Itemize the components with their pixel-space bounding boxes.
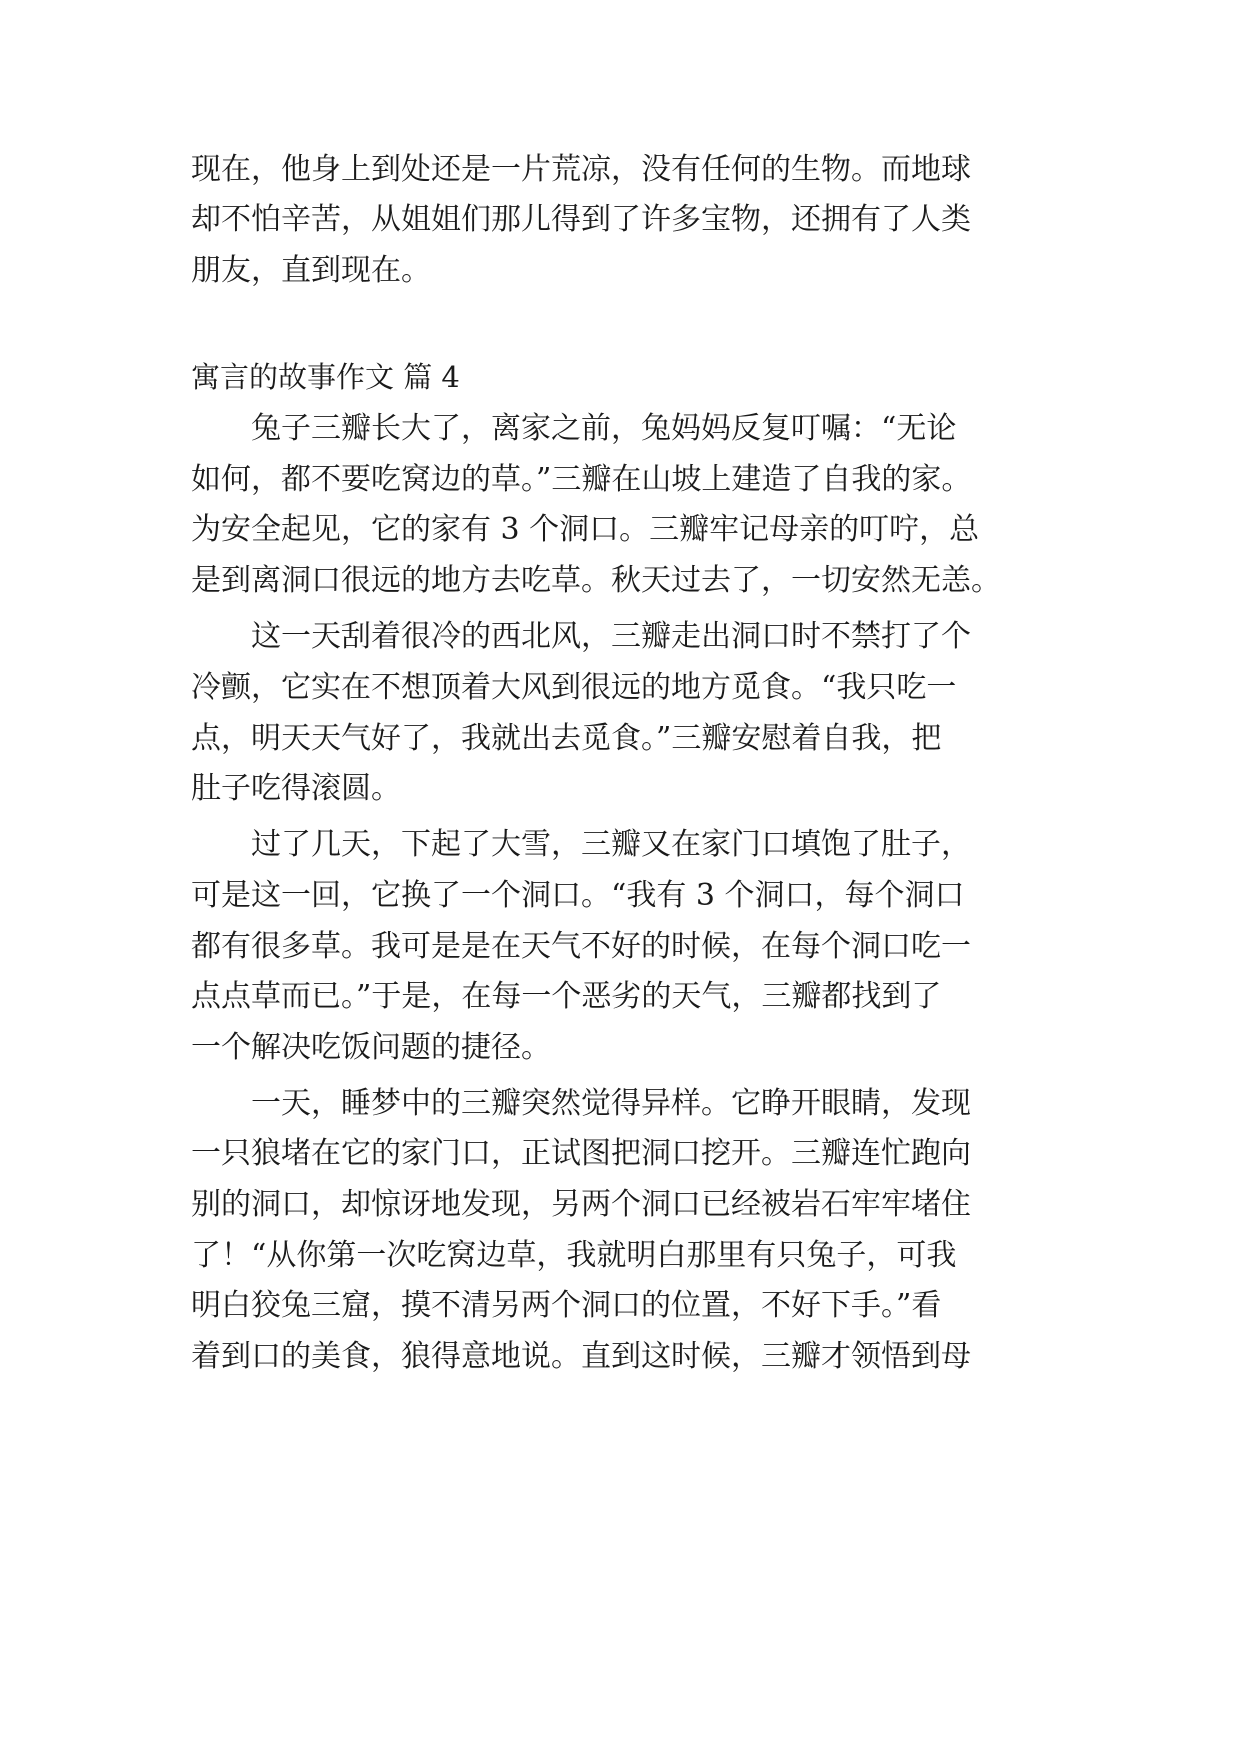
- p2-line-3: 点，明天天气好了，我就出去觅食。”三瓣安慰着自我，把: [191, 721, 942, 756]
- p4-line-6: 着到口的美食，狼得意地说。直到这时候，三瓣才领悟到母: [191, 1339, 971, 1374]
- intro-line-3: 朋友，直到现在。: [191, 253, 431, 288]
- p4-line-1: 一天，睡梦中的三瓣突然觉得异样。它睁开眼睛，发现: [251, 1086, 971, 1121]
- p2-line-1: 这一天刮着很冷的西北风，三瓣走出洞口时不禁打了个: [251, 619, 971, 654]
- p4-line-2: 一只狼堵在它的家门口，正试图把洞口挖开。三瓣连忙跑向: [191, 1136, 971, 1171]
- p2-line-4: 肚子吃得滚圆。: [191, 771, 401, 806]
- p4-line-5: 明白狡兔三窟，摸不清另两个洞口的位置，不好下手。”看: [191, 1288, 942, 1323]
- p2-line-2: 冷颤，它实在不想顶着大风到很远的地方觅食。“我只吃一: [191, 670, 957, 705]
- p3-line-4: 点点草而已。”于是，在每一个恶劣的天气，三瓣都找到了: [191, 979, 942, 1014]
- section-title: 寓言的故事作文 篇 4: [191, 360, 460, 394]
- intro-line-1: 现在，他身上到处还是一片荒凉，没有任何的生物。而地球: [191, 152, 971, 187]
- p3-line-3: 都有很多草。我可是是在天气不好的时候，在每个洞口吃一: [191, 929, 971, 964]
- p1-line-3: 为安全起见，它的家有 3 个洞口。三瓣牢记母亲的叮咛，总: [191, 512, 980, 547]
- p3-line-2: 可是这一回，它换了一个洞口。“我有 3 个洞口，每个洞口: [191, 878, 965, 913]
- p4-line-3: 别的洞口，却惊讶地发现，另两个洞口已经被岩石牢牢堵住: [191, 1187, 971, 1222]
- p4-line-4: 了！“从你第一次吃窝边草，我就明白那里有只兔子，可我: [191, 1238, 957, 1273]
- p1-line-4: 是到离洞口很远的地方去吃草。秋天过去了，一切安然无恙。: [191, 563, 1001, 598]
- p1-line-2: 如何，都不要吃窝边的草。”三瓣在山坡上建造了自我的家。: [191, 462, 972, 497]
- p3-line-5: 一个解决吃饭问题的捷径。: [191, 1030, 551, 1065]
- p3-line-1: 过了几天，下起了大雪，三瓣又在家门口填饱了肚子，: [251, 827, 971, 862]
- p1-line-1: 兔子三瓣长大了，离家之前，兔妈妈反复叮嘱：“无论: [251, 411, 957, 446]
- intro-line-2: 却不怕辛苦，从姐姐们那儿得到了许多宝物，还拥有了人类: [191, 202, 971, 237]
